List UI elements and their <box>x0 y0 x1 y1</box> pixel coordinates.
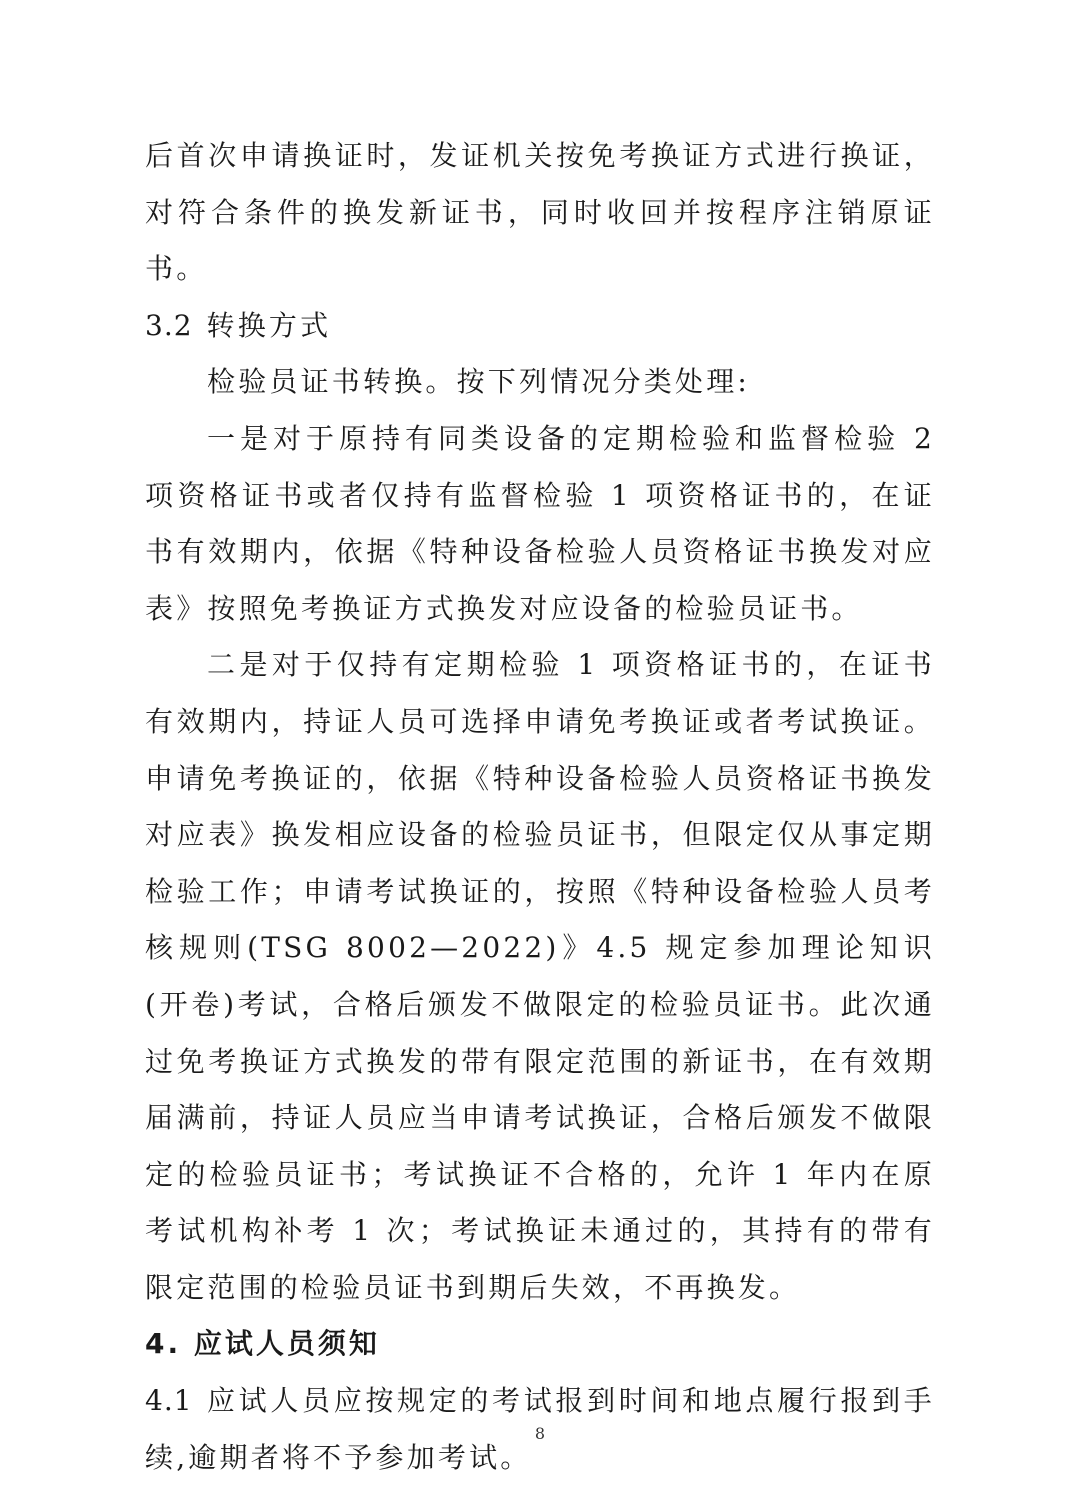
section-3-2-heading <box>145 298 935 355</box>
paragraph-case-two: 二是对于仅持有定期检验 1 项资格证书的，在证书有效期内，持证人员可选择申请免考换证或者考试换证。申请免考换证的，依据《特种设备检验人员资格证书换发对应表》换发相应设备的检验员证书，但限定仅从事定期检验工作；申请考试换证的，按照《特种设备检验人员考核规则(TSG 8002—2022)》4.5 规定参加理论知识(开卷)考试，合格后颁发不做限定的检验员证书。此次通过免考换证方式换发的带有限定范围的新证书，在有效期届满前，持证人员应当申请考试换证，合格后颁发不做限定的检验员证书；考试换证不合格的，允许 1 年内在原考试机构补考 1 次；考试换证未通过的，其持有的带有限定范围的检验员证书到期后失效，不再换发。 <box>145 648 935 1304</box>
page-number: 8 <box>534 1424 546 1443</box>
section-4-1-text: 应试人员应按规定的考试报到时间和地点履行报到手续,逾期者将不予参加考试。 <box>145 1384 935 1474</box>
section-4-1-number: 4.1 <box>145 1384 193 1418</box>
paragraph-continuation: 后首次申请换证时，发证机关按免考换证方式进行换证，对符合条件的换发新证书，同时收回并按程序注销原证书。 <box>145 139 935 286</box>
paragraph-conversion-intro: 检验员证书转换。按下列情况分类处理: <box>207 365 751 399</box>
section-3-2-number: 3.2 <box>145 308 193 342</box>
section-4-heading: 4. 应试人员须知 <box>145 1327 380 1361</box>
section-3-2-title: 转换方式 <box>206 308 332 342</box>
paragraph-case-one: 一是对于原持有同类设备的定期检验和监督检验 2 项资格证书或者仅持有监督检验 1 项资格证书的，在证书有效期内，依据《特种设备检验人员资格证书换发对应表》按照免考换证方式换发对应设备的检验员证书。 <box>145 421 935 625</box>
document-body <box>145 128 935 1486</box>
